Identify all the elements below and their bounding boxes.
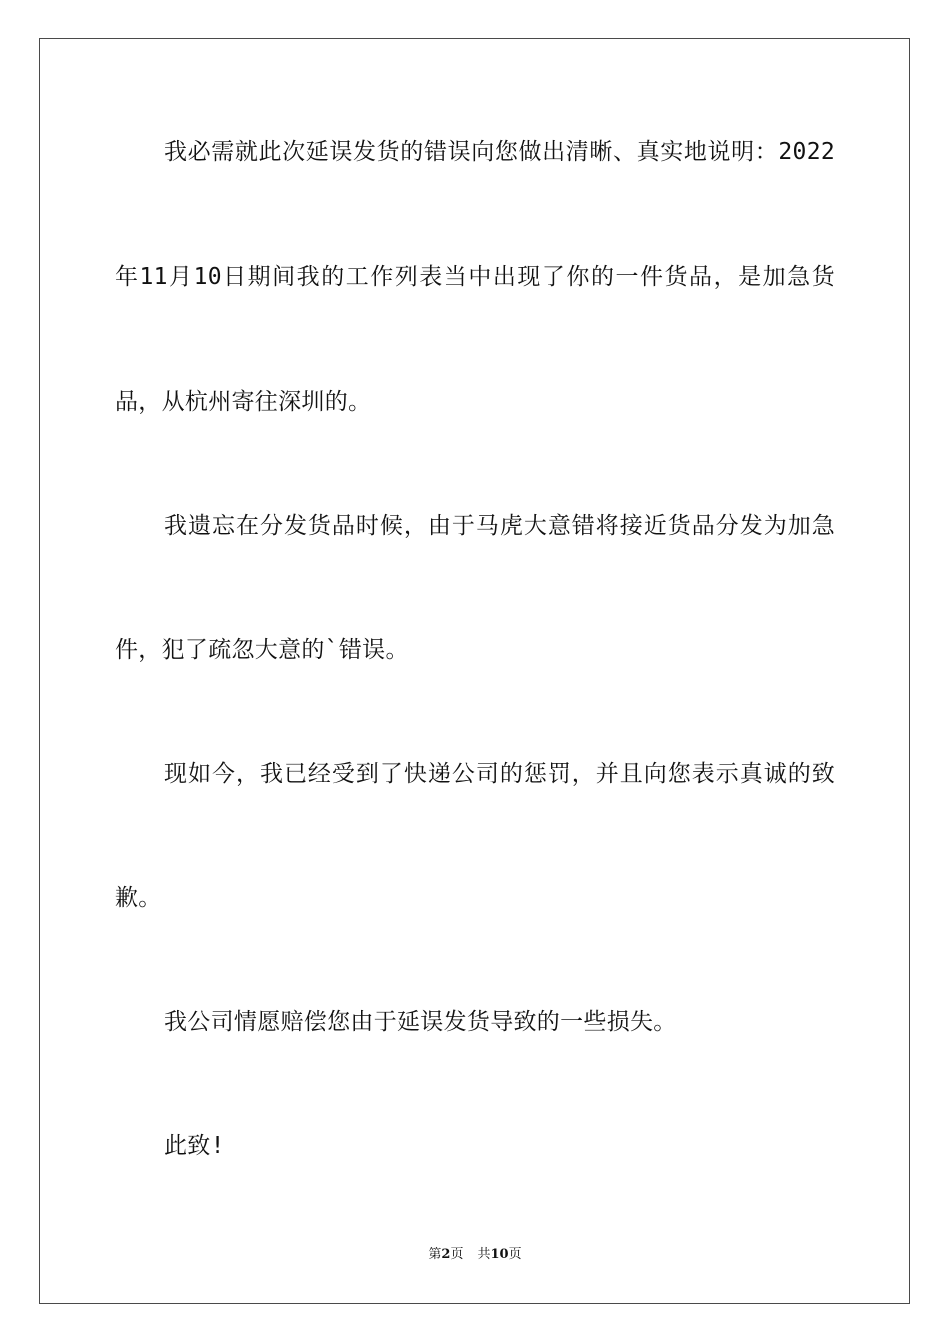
footer-page-prefix: 第	[428, 1247, 442, 1262]
paragraph-3-line-2: 歉。	[115, 885, 162, 911]
footer-page-number: 2	[441, 1247, 451, 1262]
paragraph-4-line-1: 我公司情愿赔偿您由于延误发货导致的一些损失。	[164, 1009, 677, 1035]
paragraph-3-line-1: 现如今，我已经受到了快递公司的惩罚，并且向您表示真诚的致	[164, 761, 835, 787]
paragraph-1-line-3: 品，从杭州寄往深圳的。	[115, 389, 372, 415]
footer-total-pages: 10	[490, 1247, 509, 1262]
footer-total-prefix: 共	[477, 1247, 491, 1262]
paragraph-1-line-2: 年11月10日期间我的工作列表当中出现了你的一件货品，是加急货	[115, 264, 835, 290]
closing-line: 此致!	[164, 1133, 225, 1159]
footer-total-suffix: 页	[508, 1247, 522, 1262]
page-frame	[39, 38, 910, 1304]
page-footer	[0, 1246, 950, 1264]
paragraph-1-line-1: 我必需就此次延误发货的错误向您做出清晰、真实地说明：2022	[164, 139, 835, 165]
paragraph-2-line-2: 件，犯了疏忽大意的`错误。	[115, 637, 409, 663]
paragraph-2-line-1: 我遗忘在分发货品时候，由于马虎大意错将接近货品分发为加急	[164, 513, 835, 539]
footer-page-suffix: 页	[450, 1247, 464, 1262]
